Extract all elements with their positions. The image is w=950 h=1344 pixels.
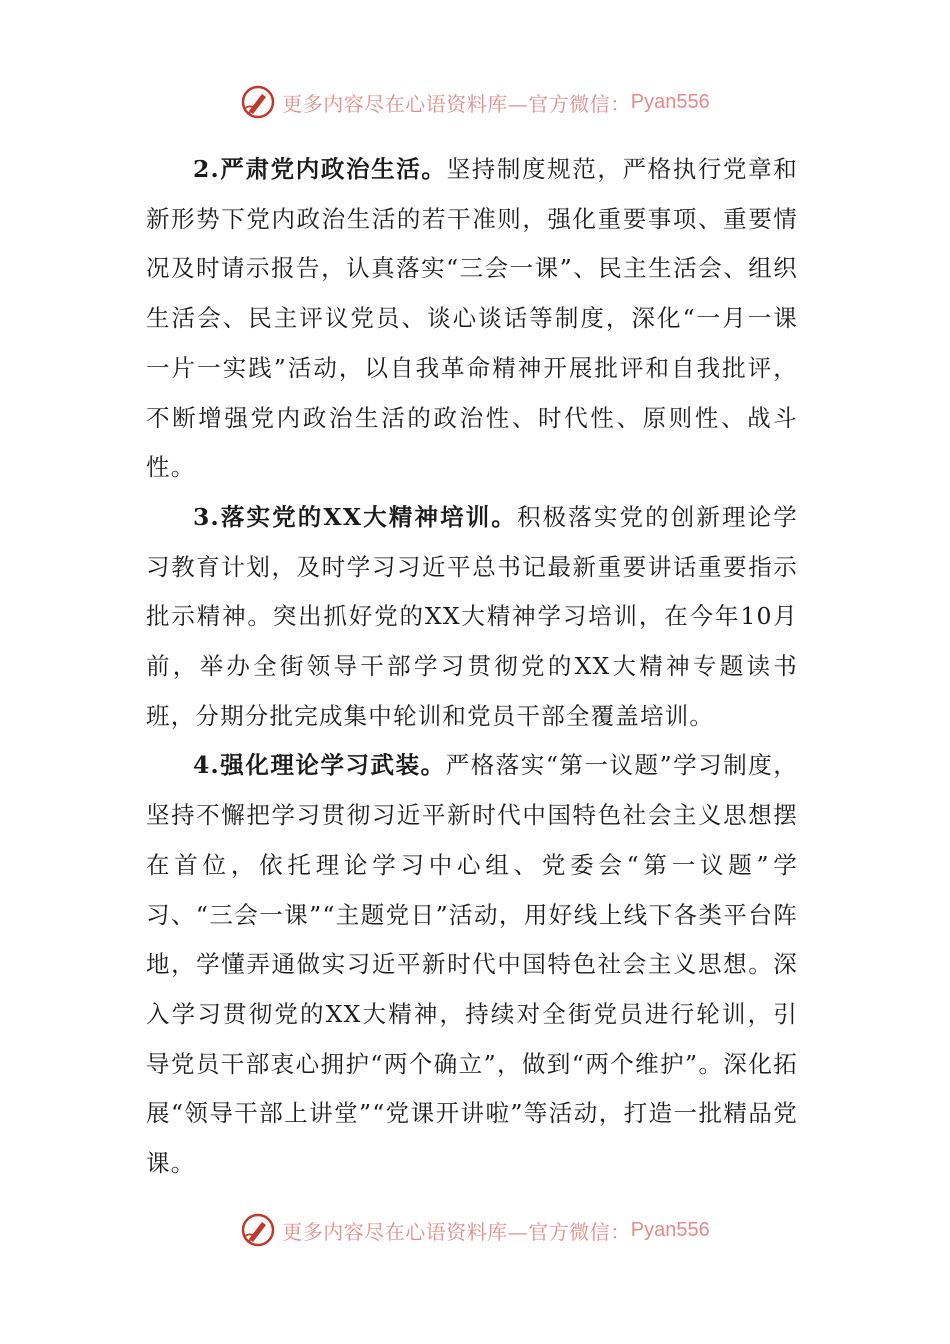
paragraph-heading: 2.严肃党内政治生活。 (193, 155, 447, 183)
paragraph-heading: 4.强化理论学习武装。 (193, 751, 446, 780)
paragraph-3 (146, 493, 798, 742)
paragraph-text: 坚持制度规范，严格执行党章和新形势下党内政治生活的若干准则，强化重要事项、重要情况及时请示报告，认真落实“三会一课”、民主生活会、组织生活会、民主评议党员、谈心谈话等制度，深化“一月一课一片一实践”活动，以自我革命精神开展批评和自我批评，不断增强党内政治生活的政治性、时代性、原则性、战斗性。 (146, 155, 798, 482)
paragraph-text: 积极落实党的创新理论学习教育计划，及时学习习近平总书记最新重要讲话重要指示批示精神。突出抓好党的XX大精神学习培训，在今年10月前，举办全街领导干部学习贯彻党的XX大精神专题读书班，分期分批完成集中轮训和党员干部全覆盖培训。 (146, 502, 798, 730)
paragraph-4 (146, 741, 798, 1188)
pen-circle-icon (240, 84, 276, 120)
pen-circle-icon (240, 1212, 276, 1248)
watermark-text: 更多内容尽在心语资料库—官方微信： (282, 1219, 631, 1244)
header-watermark (0, 80, 950, 124)
document-body (146, 145, 798, 1189)
watermark-handle: Pyan556 (630, 1218, 710, 1241)
watermark-text: 更多内容尽在心语资料库—官方微信： (282, 91, 631, 116)
paragraph-heading: 3.落实党的XX大精神培训。 (193, 502, 517, 531)
watermark-handle: Pyan556 (630, 90, 710, 113)
footer-watermark (0, 1208, 950, 1252)
paragraph-2 (146, 145, 798, 493)
paragraph-text: 严格落实“第一议题”学习制度，坚持不懈把学习贯彻习近平新时代中国特色社会主义思想摆在首位，依托理论学习中心组、党委会“第一议题”学习、“三会一课”“主题党日”活动，用好线上线下各类平台阵地，学懂弄通做实习近平新时代中国特色社会主义思想。深入学习贯彻党的XX大精神，持续对全街党员进行轮训，引导党员干部衷心拥护“两个确立”，做到“两个维护”。深化拓展“领导干部上讲堂”“党课开讲啦”等活动，打造一批精品党课。 (146, 751, 799, 1178)
